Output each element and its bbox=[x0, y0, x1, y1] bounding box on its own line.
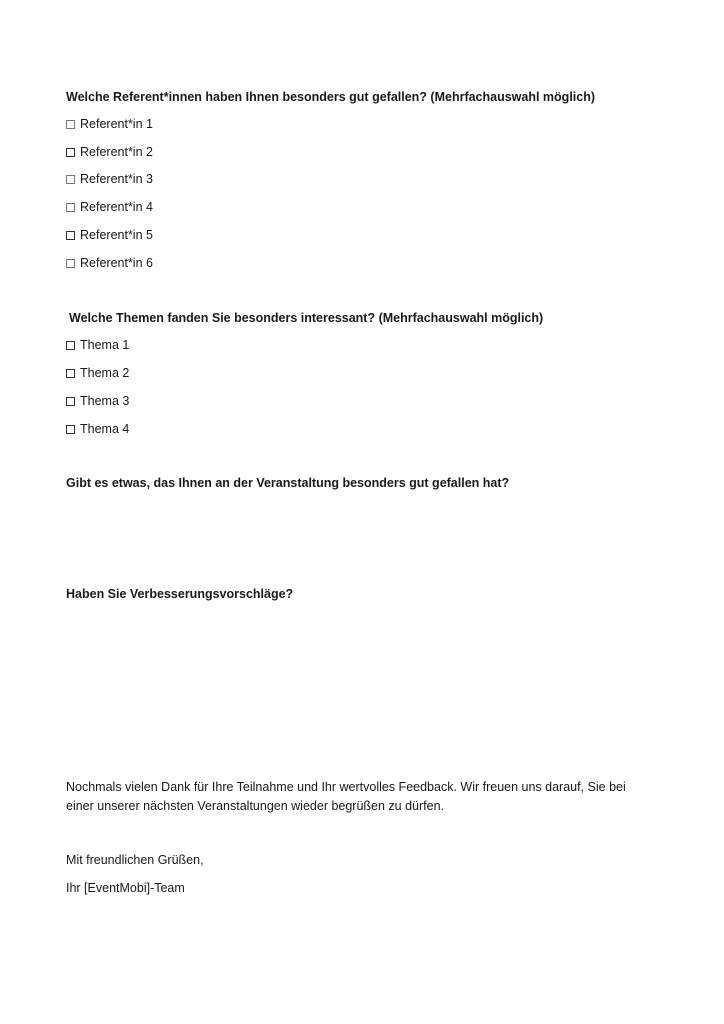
checkbox-icon[interactable] bbox=[66, 397, 75, 406]
option-label: Referent*in 5 bbox=[80, 228, 153, 242]
checkbox-icon[interactable] bbox=[66, 203, 75, 212]
closing-thanks: Nochmals vielen Dank für Ihre Teilnahme und Ihr wertvolles Feedback. Wir freuen uns darauf, Sie bei einer unserer nächsten Veranstaltungen wieder begrüßen zu dürfen. bbox=[66, 780, 626, 813]
option-label: Referent*in 4 bbox=[80, 200, 153, 214]
option-label: Referent*in 2 bbox=[80, 145, 153, 159]
option-label: Thema 3 bbox=[80, 394, 130, 408]
option-speaker-5[interactable] bbox=[66, 227, 153, 243]
option-label: Thema 1 bbox=[80, 338, 130, 352]
question-liked: Gibt es etwas, das Ihnen an der Veranstaltung besonders gut gefallen hat? bbox=[66, 476, 510, 490]
checkbox-icon[interactable] bbox=[66, 369, 75, 378]
question-improvements: Haben Sie Verbesserungsvorschläge? bbox=[66, 587, 294, 601]
checkbox-icon[interactable] bbox=[66, 341, 75, 350]
option-speaker-3[interactable] bbox=[66, 171, 153, 187]
option-speaker-6[interactable] bbox=[66, 255, 153, 271]
question-speakers: Welche Referent*innen haben Ihnen besonders gut gefallen? (Mehrfachauswahl möglich) bbox=[66, 90, 596, 104]
checkbox-icon[interactable] bbox=[66, 175, 75, 184]
option-speaker-4[interactable] bbox=[66, 199, 153, 215]
option-topic-4[interactable] bbox=[66, 421, 129, 437]
closing-greeting: Mit freundlichen Grüßen, bbox=[66, 853, 204, 867]
checkbox-icon[interactable] bbox=[66, 425, 75, 434]
option-label: Referent*in 6 bbox=[80, 256, 153, 270]
option-speaker-2[interactable] bbox=[66, 144, 153, 160]
checkbox-icon[interactable] bbox=[66, 259, 75, 268]
option-topic-1[interactable] bbox=[66, 337, 129, 353]
option-label: Thema 2 bbox=[80, 366, 130, 380]
option-label: Referent*in 1 bbox=[80, 117, 153, 131]
question-topics: Welche Themen fanden Sie besonders interessant? (Mehrfachauswahl möglich) bbox=[69, 311, 544, 325]
option-label: Referent*in 3 bbox=[80, 172, 153, 186]
checkbox-icon[interactable] bbox=[66, 148, 75, 157]
checkbox-icon[interactable] bbox=[66, 231, 75, 240]
option-topic-3[interactable] bbox=[66, 393, 129, 409]
checkbox-icon[interactable] bbox=[66, 120, 75, 129]
option-label: Thema 4 bbox=[80, 422, 130, 436]
option-topic-2[interactable] bbox=[66, 365, 129, 381]
closing-signature: Ihr [EventMobi]-Team bbox=[66, 881, 185, 895]
option-speaker-1[interactable] bbox=[66, 116, 153, 132]
